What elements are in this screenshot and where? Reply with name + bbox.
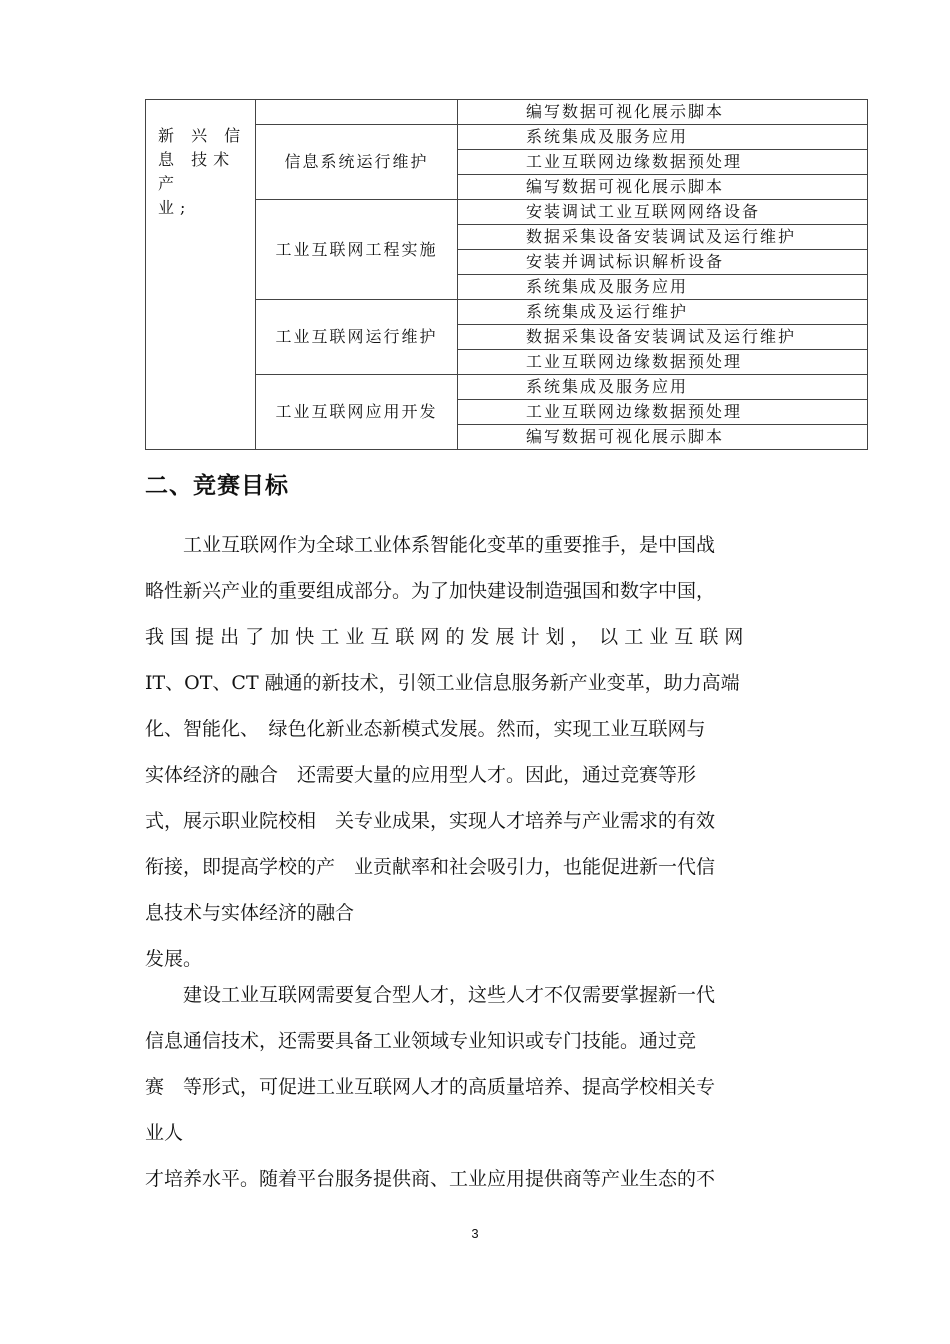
table-row	[146, 100, 868, 125]
competition-modules-table	[145, 99, 868, 450]
task-cell: 数据采集设备安装调试及运行维护	[458, 225, 868, 250]
task-cell: 系统集成及服务应用	[458, 375, 868, 400]
task-cell: 安装并调试标识解析设备	[458, 250, 868, 275]
industry-line: 息 技术产	[158, 150, 236, 193]
section-title: 二、竞赛目标	[145, 473, 289, 499]
text-line: 发展。	[145, 948, 203, 970]
task-cell: 工业互联网边缘数据预处理	[458, 150, 868, 175]
text-line: 式，展示职业院校相 关专业成果，实现人才培养与产业需求的有效	[145, 810, 716, 832]
text-line: 才培养水平。随着平台服务提供商、工业应用提供商等产业生态的不	[145, 1168, 716, 1190]
task-cell: 数据采集设备安装调试及运行维护	[458, 325, 868, 350]
industry-cell	[146, 100, 256, 450]
text-line: 化、智能化、 绿色化新业态新模式发展。然而，实现工业互联网与	[145, 718, 706, 740]
text-line: 建设工业互联网需要复合型人才，这些人才不仅需要掌握新一代	[145, 984, 716, 1006]
text-line: 息技术与实体经济的融合	[145, 902, 355, 924]
task-cell: 系统集成及服务应用	[458, 275, 868, 300]
industry-line: 业;	[158, 198, 192, 217]
task-cell: 编写数据可视化展示脚本	[458, 175, 868, 200]
task-cell: 系统集成及服务应用	[458, 125, 868, 150]
task-cell: 系统集成及运行维护	[458, 300, 868, 325]
module-cell: 信息系统运行维护	[256, 125, 458, 200]
text-line: 我 国 提 出 了 加 快 工 业 互 联 网 的 发 展 计 划 ， 以 工 业 互 联 网	[145, 626, 744, 648]
industry-line: 新 兴 信	[158, 126, 247, 145]
text-line: 略性新兴产业的重要组成部分。为了加快建设制造强国和数字中国，	[145, 580, 716, 602]
text-line: 工业互联网作为全球工业体系智能化变革的重要推手，是中国战	[145, 534, 716, 556]
paragraph-goals-1	[145, 522, 825, 982]
text-line: 衔接，即提高学校的产 业贡献率和社会吸引力，也能促进新一代信	[145, 856, 716, 878]
text-line: 业人	[145, 1122, 184, 1144]
text-line: IT、OT、CT 融通的新技术，引领工业信息服务新产业变革，助力高端	[145, 672, 740, 694]
paragraph-goals-2	[145, 972, 825, 1202]
task-cell: 工业互联网边缘数据预处理	[458, 400, 868, 425]
module-cell: 工业互联网运行维护	[256, 300, 458, 375]
module-cell: 工业互联网工程实施	[256, 200, 458, 300]
task-cell: 安装调试工业互联网网络设备	[458, 200, 868, 225]
text-line: 信息通信技术，还需要具备工业领域专业知识或专门技能。通过竞	[145, 1030, 697, 1052]
module-cell	[256, 100, 458, 125]
task-cell: 工业互联网边缘数据预处理	[458, 350, 868, 375]
module-cell: 工业互联网应用开发	[256, 375, 458, 450]
task-cell: 编写数据可视化展示脚本	[458, 425, 868, 450]
text-line: 实体经济的融合 还需要大量的应用型人才。因此，通过竞赛等形	[145, 764, 697, 786]
text-line: 赛 等形式，可促进工业互联网人才的高质量培养、提高学校相关专	[145, 1076, 716, 1098]
page-number: 3	[471, 1226, 479, 1241]
task-cell: 编写数据可视化展示脚本	[458, 100, 868, 125]
